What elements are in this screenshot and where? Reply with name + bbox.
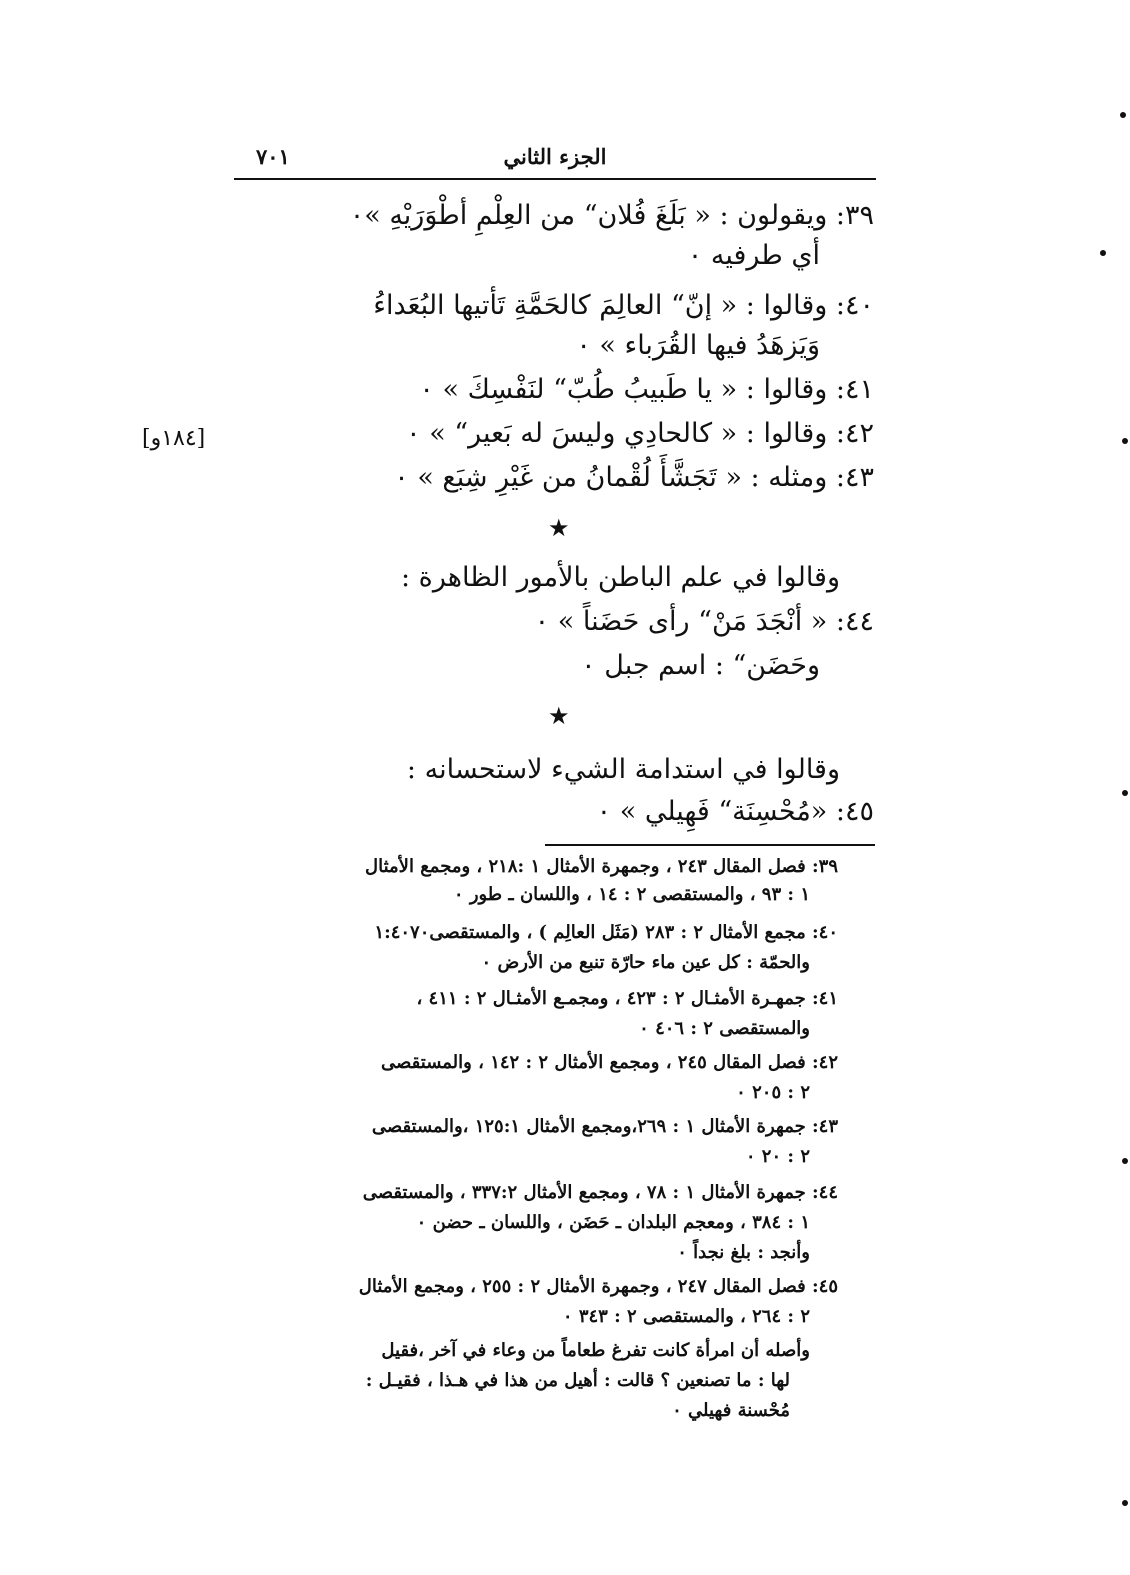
proverb-39: ٣٩: ويقولون : « بَلَغَ فُلان“ من العِلْمِ أطْوَرَيْهِ »٠ [349, 200, 874, 231]
proverb-44: ٤٤: « أنْجَدَ مَنْ“ رأى حَضَناً » ٠ [534, 606, 874, 637]
footnote-44: ٤٤: جمهرة الأمثال ١ : ٧٨ ، ومجمع الأمثال ٣٣٧:٢ ، والمستقصى [362, 1182, 838, 1203]
scan-speck [1100, 250, 1106, 256]
footnote-45-explanation: مُحْسنة فهيلي ٠ [672, 1400, 790, 1421]
scan-speck [1120, 112, 1126, 118]
footnote-45: ٤٥: فصل المقال ٢٤٧ ، وجمهرة الأمثال ٢ : ٢٥٥ ، ومجمع الأمثال [358, 1276, 838, 1297]
footnote-44-cont: وأنجد : بلغ نجداً ٠ [677, 1242, 810, 1263]
footnote-44-cont: ١ : ٣٨٤ ، ومعجم البلدان ـ حَضَن ، واللسان ـ حضن ٠ [416, 1212, 810, 1233]
header-title: الجزء الثاني [503, 144, 607, 169]
scan-speck [1122, 1158, 1128, 1164]
proverb-41: ٤١: وقالوا : « يا طَبيبُ طُبّ“ لنَفْسِكَ » ٠ [419, 374, 874, 405]
section-heading-continuity: وقالوا في استدامة الشيء لاستحسانه : [406, 754, 840, 785]
footnote-45-explanation: وأصله أن امرأة كانت تفرغ طعاماً من وعاء في آخر ،فقيل [381, 1340, 810, 1361]
section-heading-esoteric: وقالوا في علم الباطن بالأمور الظاهرة : [401, 562, 840, 593]
footnote-separator [545, 844, 875, 846]
footnote-43-cont: ٢ : ٢٠ ٠ [745, 1146, 810, 1167]
proverb-44-gloss: وحَضَن“ : اسم جبل ٠ [581, 650, 820, 681]
scan-speck [1122, 1500, 1128, 1506]
page-number: ٧٠١ [256, 144, 290, 169]
footnote-45-cont: ٢ : ٢٦٤ ، والمستقصى ٢ : ٣٤٣ ٠ [562, 1306, 810, 1327]
running-header [234, 142, 876, 180]
proverb-39-gloss: أي طرفيه ٠ [687, 240, 820, 271]
scan-speck [1122, 438, 1128, 444]
proverb-40-cont: وَيَزهَدُ فيها القُرَباء » ٠ [576, 330, 820, 361]
footnote-39: ٣٩: فصل المقال ٢٤٣ ، وجمهرة الأمثال ١ :٢١٨ ، ومجمع الأمثال [365, 856, 838, 877]
footnote-41: ٤١: جمهـرة الأمثـال ٢ : ٤٢٣ ، ومجمـع الأمثـال ٢ : ٤١١ ، [416, 988, 838, 1009]
manuscript-folio-note: [١٨٤و] [142, 426, 206, 451]
scan-speck [1122, 790, 1128, 796]
footnote-40: ٤٠: مجمع الأمثال ٢ : ٢٨٣ (مَثَل العالِم ) ، والمستقصى١:٤٠٧٠ [374, 922, 838, 943]
proverb-43: ٤٣: ومثله : « تَجَشَّأَ لُقْمانُ من غَيْرِ شِبَع » ٠ [394, 462, 874, 493]
section-star: ★ [548, 514, 570, 542]
footnote-43: ٤٣: جمهرة الأمثال ١ : ٢٦٩،ومجمع الأمثال ١٢٥:١ ،والمستقصى [371, 1116, 838, 1137]
proverb-45: ٤٥: «مُحْسِنَة“ فَهِيلي » ٠ [596, 796, 874, 827]
proverb-40: ٤٠: وقالوا : « إنّ“ العالِمَ كالحَمَّةِ تَأتيها البُعَداءُ [373, 290, 874, 321]
footnote-41-cont: والمستقصى ٢ : ٤٠٦ ٠ [639, 1018, 810, 1039]
footnote-39-cont: ١ : ٩٣ ، والمستقصى ٢ : ١٤ ، واللسان ـ طور ٠ [453, 884, 810, 905]
footnote-42: ٤٢: فصل المقال ٢٤٥ ، ومجمع الأمثال ٢ : ١٤٢ ، والمستقصى [381, 1052, 838, 1073]
proverb-42: ٤٢: وقالوا : « كالحادِي وليسَ له بَعير“ » ٠ [406, 418, 874, 449]
section-star: ★ [548, 702, 570, 730]
footnote-45-explanation: لها : ما تصنعين ؟ قالت : أهيل من هذا في هـذا ، فقيـل : [365, 1370, 790, 1391]
footnote-42-cont: ٢ : ٢٠٥ ٠ [736, 1082, 810, 1103]
footnote-40-cont: والحمّة : كل عين ماء حارّة تنبع من الأرض ٠ [481, 952, 810, 973]
